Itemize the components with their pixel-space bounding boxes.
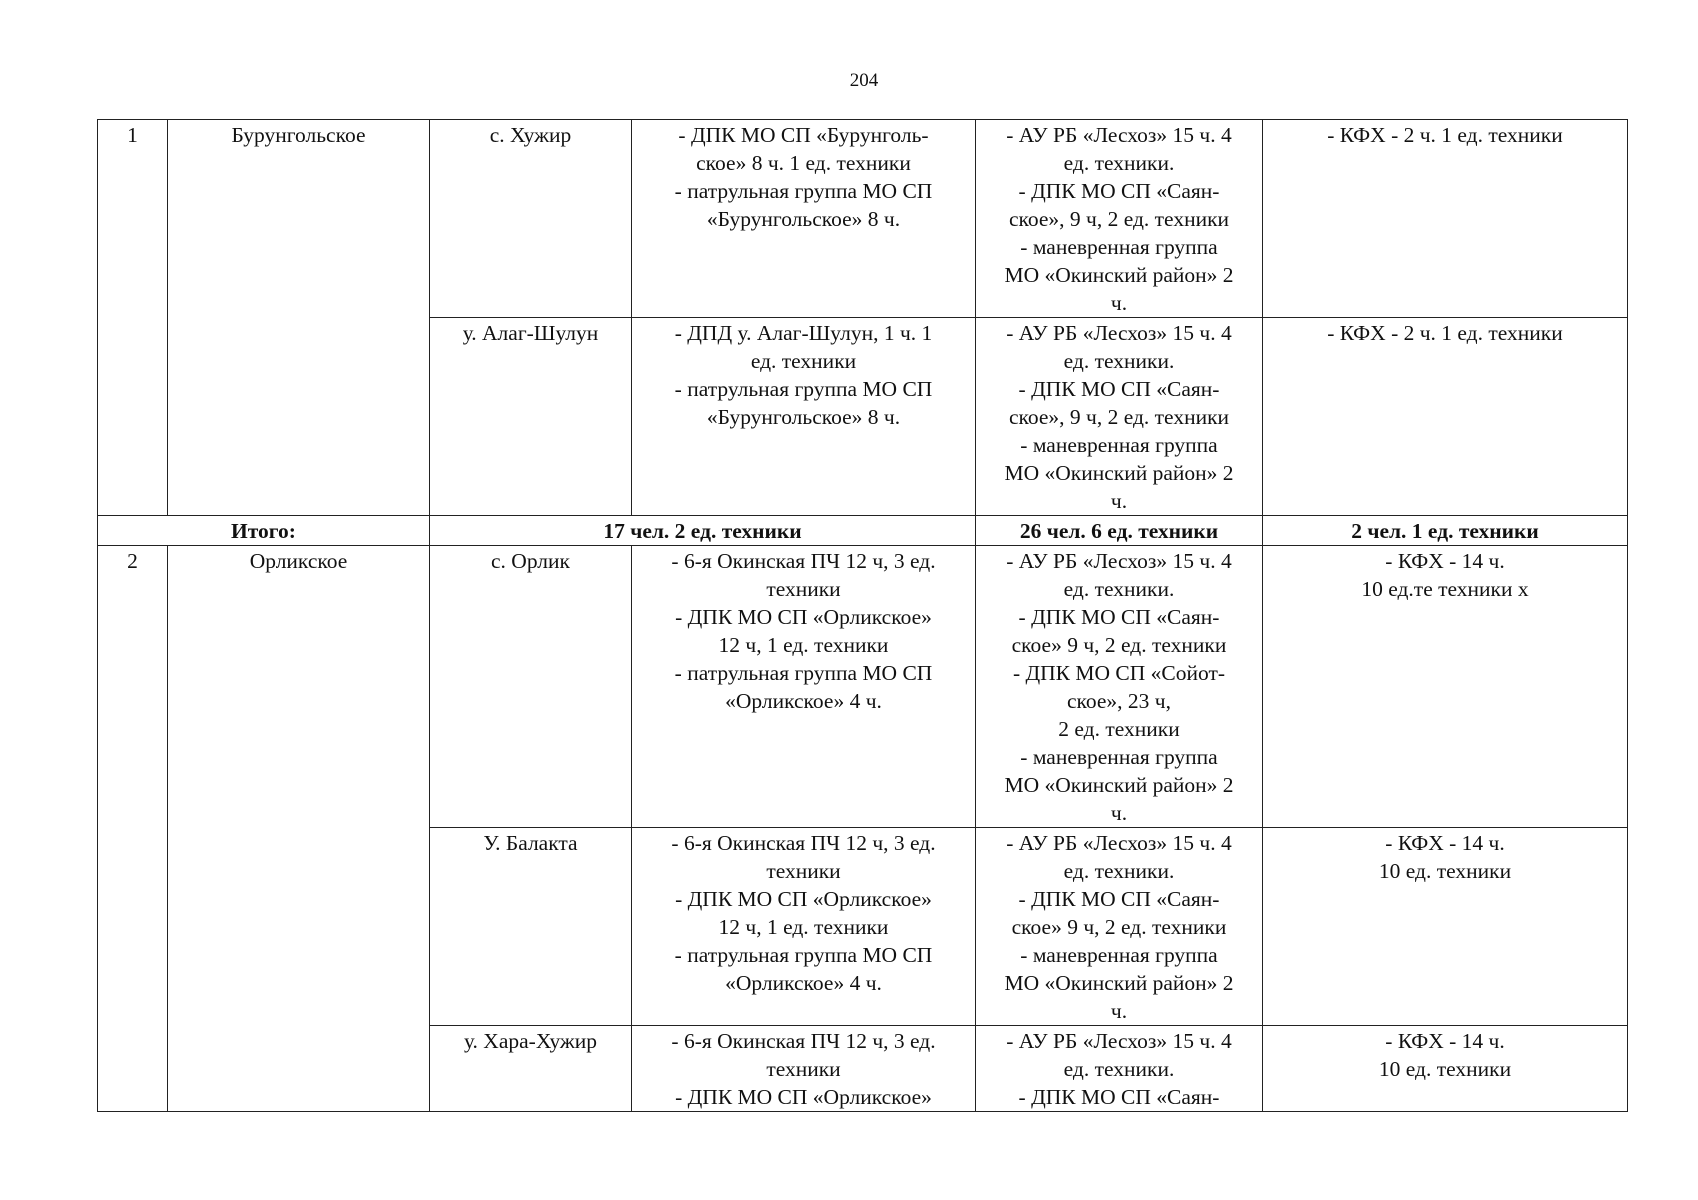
cell-text-line: ское» 9 ч, 2 ед. техники [1011,633,1227,657]
total-own-forces: 17 чел. 2 ед. техники [430,516,976,546]
locality-cell: у. Алаг-Шулун [430,318,632,516]
cell-text-line: ед. техники. [1063,151,1175,175]
table-row [98,546,1628,828]
cell-text-line: ское» 8 ч. 1 ед. техники [696,151,911,175]
cell-text-line: ед. техники [750,349,857,373]
cell-text-line: - 6-я Окинская ПЧ 12 ч, 3 ед. [671,549,936,573]
cell-text-line: МО «Окинский район» 2 [1004,773,1234,797]
cell-text-line: ч. [1110,489,1128,513]
locality-cell: у. Хара-Хужир [430,1026,632,1112]
attracted-forces-cell [976,120,1263,318]
locality-cell: с. Орлик [430,546,632,828]
cell-text-line: - КФХ - 14 ч. [1385,1029,1505,1053]
row-number-cell: 2 [98,546,168,1112]
cell-text-line: - АУ РБ «Лесхоз» 15 ч. 4 [1006,831,1232,855]
cell-text-line: ское», 9 ч, 2 ед. техники [1008,207,1230,231]
locality-cell: с. Хужир [430,120,632,318]
cell-text-line: - 6-я Окинская ПЧ 12 ч, 3 ед. [671,831,936,855]
cell-text-line: - маневренная группа [1020,943,1218,967]
cell-text-line: - ДПК МО СП «Саян- [1018,179,1220,203]
cell-text-line: - ДПК МО СП «Орликское» [675,887,932,911]
cell-text-line: 10 ед. техники [1378,1057,1512,1081]
total-row [98,516,1628,546]
cell-text-line: ч. [1110,999,1128,1023]
cell-text-line: - КФХ - 2 ч. 1 ед. техники [1327,123,1563,147]
cell-text-line: - патрульная группа МО СП [674,179,933,203]
cell-text-line: техники [766,577,841,601]
cell-text-line: ч. [1110,291,1128,315]
own-forces-cell [632,1026,976,1112]
cell-text-line: 10 ед.те техники х [1361,577,1529,601]
cell-text-line: техники [766,859,841,883]
cell-text-line: - ДПК МО СП «Сойот- [1012,661,1226,685]
cell-text-line: 10 ед. техники [1378,859,1512,883]
additional-forces-cell [1263,546,1628,828]
cell-text-line: - ДПК МО СП «Орликское» [675,1085,932,1109]
cell-text-line: - 6-я Окинская ПЧ 12 ч, 3 ед. [671,1029,936,1053]
cell-text-line: - ДПК МО СП «Саян- [1018,1085,1220,1109]
own-forces-cell [632,318,976,516]
additional-forces-cell [1263,318,1628,516]
cell-text-line: ское», 9 ч, 2 ед. техники [1008,405,1230,429]
cell-text-line: 12 ч, 1 ед. техники [718,633,889,657]
own-forces-cell [632,828,976,1026]
cell-text-line: - маневренная группа [1020,745,1218,769]
cell-text-line: МО «Окинский район» 2 [1004,263,1234,287]
total-label: Итого: [98,516,430,546]
locality-cell: У. Балакта [430,828,632,1026]
cell-text-line: ед. техники. [1063,349,1175,373]
cell-text-line: - КФХ - 2 ч. 1 ед. техники [1327,321,1563,345]
cell-text-line: - ДПК МО СП «Орликское» [675,605,932,629]
cell-text-line: - маневренная группа [1020,235,1218,259]
cell-text-line: «Бурунгольское» 8 ч. [706,405,901,429]
cell-text-line: МО «Окинский район» 2 [1004,971,1234,995]
page-number: 204 [849,70,879,91]
cell-text-line: - ДПК МО СП «Саян- [1018,605,1220,629]
cell-text-line: - АУ РБ «Лесхоз» 15 ч. 4 [1006,321,1232,345]
cell-text-line: ед. техники. [1063,577,1175,601]
cell-text-line: - ДПК МО СП «Бурунголь- [678,123,929,147]
cell-text-line: - патрульная группа МО СП [674,943,933,967]
cell-text-line: «Орликское» 4 ч. [725,689,882,713]
own-forces-cell [632,120,976,318]
attracted-forces-cell [976,318,1263,516]
cell-text-line: ед. техники. [1063,1057,1175,1081]
cell-text-line: - патрульная группа МО СП [674,377,933,401]
fire-resources-table [97,119,1628,1112]
cell-text-line: МО «Окинский район» 2 [1004,461,1234,485]
row-number-cell: 1 [98,120,168,516]
cell-text-line: ч. [1110,801,1128,825]
cell-text-line: техники [766,1057,841,1081]
cell-text-line: - маневренная группа [1020,433,1218,457]
settlement-cell: Бурунгольское [168,120,430,516]
cell-text-line: 2 ед. техники [1058,717,1180,741]
attracted-forces-cell [976,828,1263,1026]
cell-text-line: - КФХ - 14 ч. [1385,549,1505,573]
cell-text-line: - АУ РБ «Лесхоз» 15 ч. 4 [1006,549,1232,573]
cell-text-line: - ДПК МО СП «Саян- [1018,887,1220,911]
cell-text-line: - АУ РБ «Лесхоз» 15 ч. 4 [1006,1029,1232,1053]
cell-text-line: «Орликское» 4 ч. [725,971,882,995]
cell-text-line: - КФХ - 14 ч. [1385,831,1505,855]
cell-text-line: 12 ч, 1 ед. техники [718,915,889,939]
total-attracted-forces: 26 чел. 6 ед. техники [976,516,1263,546]
cell-text-line: ское», 23 ч, [1066,689,1171,713]
table-row [98,120,1628,318]
cell-text-line: - ДПД у. Алаг-Шулун, 1 ч. 1 [674,321,933,345]
cell-text-line: ед. техники. [1063,859,1175,883]
settlement-cell: Орликское [168,546,430,1112]
cell-text-line: - АУ РБ «Лесхоз» 15 ч. 4 [1006,123,1232,147]
own-forces-cell [632,546,976,828]
additional-forces-cell [1263,1026,1628,1112]
total-additional-forces: 2 чел. 1 ед. техники [1263,516,1628,546]
additional-forces-cell [1263,828,1628,1026]
attracted-forces-cell [976,546,1263,828]
cell-text-line: - ДПК МО СП «Саян- [1018,377,1220,401]
cell-text-line: ское» 9 ч, 2 ед. техники [1011,915,1227,939]
cell-text-line: - патрульная группа МО СП [674,661,933,685]
additional-forces-cell [1263,120,1628,318]
cell-text-line: «Бурунгольское» 8 ч. [706,207,901,231]
attracted-forces-cell [976,1026,1263,1112]
